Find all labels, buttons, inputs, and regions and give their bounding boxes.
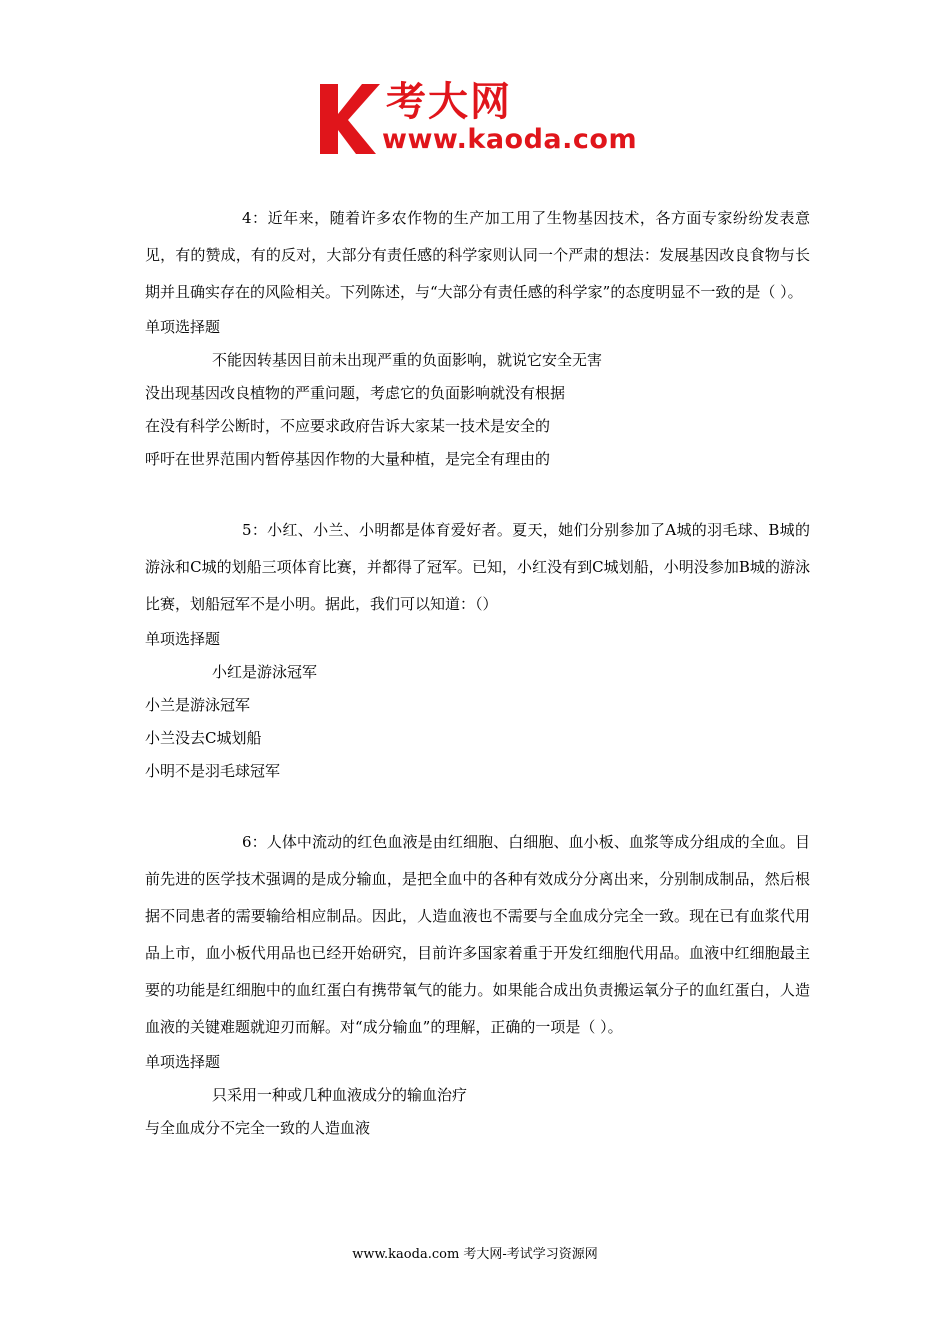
question-type: 单项选择题 <box>145 318 221 336</box>
option-b: 与全血成分不完全一致的人造血液 <box>145 1119 371 1137</box>
option-d: 呼吁在世界范围内暂停基因作物的大量种植，是完全有理由的 <box>145 450 551 468</box>
logo-k-icon <box>318 82 380 156</box>
question-text: 5：小红、小兰、小明都是体育爱好者。夏天，她们分别参加了A城的羽毛球、B城的游泳和C城的划船三项体育比赛，并都得了冠军。已知，小红没有到C城划船，小明没参加B城的游泳比赛，划船冠军不是小明。据此，我们可以知道：（） <box>145 521 810 613</box>
question-type: 单项选择题 <box>145 1053 221 1071</box>
question-type: 单项选择题 <box>145 630 221 648</box>
question-5 <box>145 512 810 788</box>
option-c: 小兰没去C城划船 <box>145 729 262 747</box>
site-logo <box>318 78 648 160</box>
document-body <box>145 200 810 1181</box>
option-a: 只采用一种或几种血液成分的输血治疗 <box>212 1086 468 1104</box>
page-footer: www.kaoda.com 考大网-考试学习资源网 <box>352 1247 598 1262</box>
question-text: 4：近年来，随着许多农作物的生产加工用了生物基因技术，各方面专家纷纷发表意见，有的赞成，有的反对，大部分有责任感的科学家则认同一个严肃的想法：发展基因改良食物与长期并且确实存在的风险相关。下列陈述，与“大部分有责任感的科学家”的态度明显不一致的是（ ）。 <box>145 209 810 301</box>
question-4 <box>145 200 810 476</box>
option-b: 小兰是游泳冠军 <box>145 696 251 714</box>
option-d: 小明不是羽毛球冠军 <box>145 762 281 780</box>
option-a: 小红是游泳冠军 <box>212 663 318 681</box>
option-c: 在没有科学公断时，不应要求政府告诉大家某一技术是安全的 <box>145 417 551 435</box>
logo-chinese-name: 考大网 <box>386 79 512 125</box>
option-a: 不能因转基因目前未出现严重的负面影响，就说它安全无害 <box>212 351 603 369</box>
logo-url: www.kaoda.com <box>382 124 638 155</box>
option-b: 没出现基因改良植物的严重问题，考虑它的负面影响就没有根据 <box>145 384 566 402</box>
question-text: 6：人体中流动的红色血液是由红细胞、白细胞、血小板、血浆等成分组成的全血。目前先进的医学技术强调的是成分输血，是把全血中的各种有效成分分离出来，分别制成制品，然后根据不同患者的需要输给相应制品。因此，人造血液也不需要与全血成分完全一致。现在已有血浆代用品上市，血小板代用品也已经开始研究，目前许多国家着重于开发红细胞代用品。血液中红细胞最主要的功能是红细胞中的血红蛋白有携带氧气的能力。如果能合成出负责搬运氧分子的血红蛋白，人造血液的关键难题就迎刃而解。对“成分输血”的理解，正确的一项是（ ）。 <box>145 833 810 1036</box>
question-6 <box>145 824 810 1145</box>
